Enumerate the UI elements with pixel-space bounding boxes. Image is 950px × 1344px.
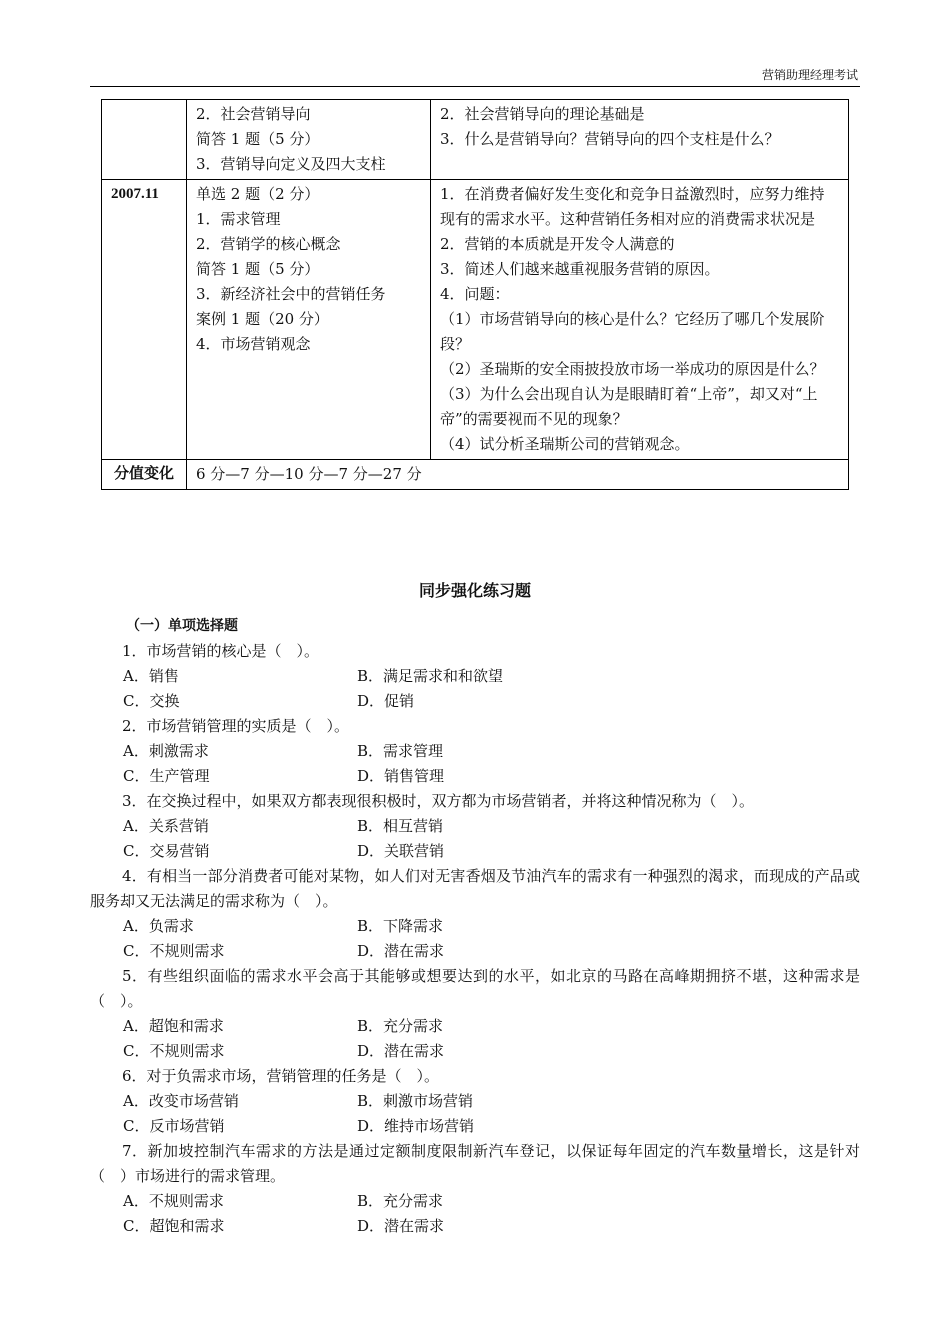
question-item [90, 1064, 860, 1139]
option-c: C．生产管理 [123, 767, 210, 785]
score-label: 分值变化 [102, 460, 187, 490]
topic-cell [187, 100, 431, 180]
option-row [90, 1089, 860, 1114]
topic-line: 简答 1 题（5 分） [196, 260, 320, 278]
topic-line: 简答 1 题（5 分） [196, 130, 320, 148]
option-row [90, 1114, 860, 1139]
option-b: B．需求管理 [357, 742, 444, 760]
question-line: 3．什么是营销导向？营销导向的四个支柱是什么？ [440, 130, 780, 148]
sub-heading: （一）单项选择题 [126, 618, 238, 634]
option-row [90, 839, 860, 864]
option-c: C．超饱和需求 [123, 1217, 225, 1235]
option-a: A．销售 [123, 667, 179, 685]
option-c: C．不规则需求 [123, 942, 225, 960]
question-line: （1）市场营销导向的核心是什么？它经历了哪几个发展阶段？ [440, 310, 825, 353]
table-row [102, 180, 849, 460]
option-row [90, 689, 860, 714]
option-c: C．交易营销 [123, 842, 210, 860]
question-line: 4．问题： [440, 285, 510, 303]
option-row [90, 1039, 860, 1064]
topic-line: 3．营销导向定义及四大支柱 [196, 155, 386, 173]
question-stem: 6．对于负需求市场，营销管理的任务是（ ）。 [122, 1067, 440, 1085]
question-item [90, 639, 860, 714]
question-line: 1．在消费者偏好发生变化和竞争日益激烈时，应努力维持现有的需求水平。这种营销任务相对应的消费需求状况是 [440, 185, 825, 228]
question-item [90, 1139, 860, 1239]
question-line: 2．营销的本质就是开发令人满意的 [440, 235, 675, 253]
question-cell [431, 100, 849, 180]
question-item [90, 864, 860, 964]
option-b: B．充分需求 [357, 1192, 444, 1210]
topic-line: 2．营销学的核心概念 [196, 235, 341, 253]
question-cell [431, 180, 849, 460]
option-a: A．不规则需求 [123, 1192, 224, 1210]
running-header: 营销助理经理考试 [761, 68, 858, 82]
option-row [90, 739, 860, 764]
table-row [102, 100, 849, 180]
option-d: D．销售管理 [357, 767, 445, 785]
option-a: A．刺激需求 [123, 742, 209, 760]
option-b: B．刺激市场营销 [357, 1092, 474, 1110]
option-a: A．关系营销 [123, 817, 209, 835]
option-a: A．改变市场营销 [123, 1092, 239, 1110]
question-stem: 5．有些组织面临的需求水平会高于其能够或想要达到的水平，如北京的马路在高峰期拥挤不堪，这种需求是（ ）。 [90, 967, 860, 1010]
question-stem: 7．新加坡控制汽车需求的方法是通过定额制度限制新汽车登记，以保证每年固定的汽车数量增长，这是针对（ ）市场进行的需求管理。 [90, 1142, 860, 1185]
question-line: 2．社会营销导向的理论基础是 [440, 105, 645, 123]
option-d: D．潜在需求 [357, 942, 445, 960]
question-line: （4）试分析圣瑞斯公司的营销观念。 [440, 435, 690, 453]
option-c: C．不规则需求 [123, 1042, 225, 1060]
topic-line: 3．新经济社会中的营销任务 [196, 285, 386, 303]
question-line: 3．简述人们越来越重视服务营销的原因。 [440, 260, 720, 278]
option-row [90, 764, 860, 789]
option-d: D．维持市场营销 [357, 1117, 475, 1135]
question-item [90, 964, 860, 1064]
option-d: D．潜在需求 [357, 1042, 445, 1060]
question-stem: 1．市场营销的核心是（ ）。 [122, 642, 320, 660]
topic-line: 2．社会营销导向 [196, 105, 311, 123]
option-b: B．满足需求和和欲望 [357, 667, 504, 685]
option-row [90, 939, 860, 964]
option-row [90, 914, 860, 939]
topic-cell [187, 180, 431, 460]
year-cell [102, 100, 187, 180]
option-b: B．下降需求 [357, 917, 444, 935]
option-c: C．反市场营销 [123, 1117, 225, 1135]
topic-line: 案例 1 题（20 分） [196, 310, 329, 328]
option-row [90, 814, 860, 839]
quiz-section [90, 614, 860, 1239]
header-rule [90, 86, 860, 87]
score-value: 6 分—7 分—10 分—7 分—27 分 [187, 460, 849, 490]
option-c: C．交换 [123, 692, 180, 710]
topic-line: 4．市场营销观念 [196, 335, 311, 353]
topic-line: 单选 2 题（2 分） [196, 185, 320, 203]
question-item [90, 789, 860, 864]
exam-summary-table [101, 99, 849, 490]
question-line: （2）圣瑞斯的安全雨披投放市场一举成功的原因是什么？ [440, 360, 825, 378]
option-a: A．超饱和需求 [123, 1017, 224, 1035]
question-line: （3）为什么会出现自认为是眼睛盯着“上帝”，却又对“上帝”的需要视而不见的现象？ [440, 385, 818, 428]
year-cell: 2007.11 [102, 180, 187, 460]
section-title: 同步强化练习题 [418, 581, 531, 600]
option-d: D．促销 [357, 692, 415, 710]
option-b: B．相互营销 [357, 817, 444, 835]
table-row-score [102, 460, 849, 490]
topic-line: 1．需求管理 [196, 210, 281, 228]
question-item [90, 714, 860, 789]
option-b: B．充分需求 [357, 1017, 444, 1035]
question-stem: 3．在交换过程中，如果双方都表现很积极时，双方都为市场营销者，并将这种情况称为（ ）。 [122, 792, 755, 810]
question-stem: 2．市场营销管理的实质是（ ）。 [122, 717, 350, 735]
option-row [90, 1014, 860, 1039]
option-row [90, 1189, 860, 1214]
option-row [90, 1214, 860, 1239]
option-a: A．负需求 [123, 917, 194, 935]
option-row [90, 664, 860, 689]
option-d: D．关联营销 [357, 842, 445, 860]
option-d: D．潜在需求 [357, 1217, 445, 1235]
question-stem: 4．有相当一部分消费者可能对某物，如人们对无害香烟及节油汽车的需求有一种强烈的渴求，而现成的产品或服务却又无法满足的需求称为（ ）。 [90, 867, 860, 910]
